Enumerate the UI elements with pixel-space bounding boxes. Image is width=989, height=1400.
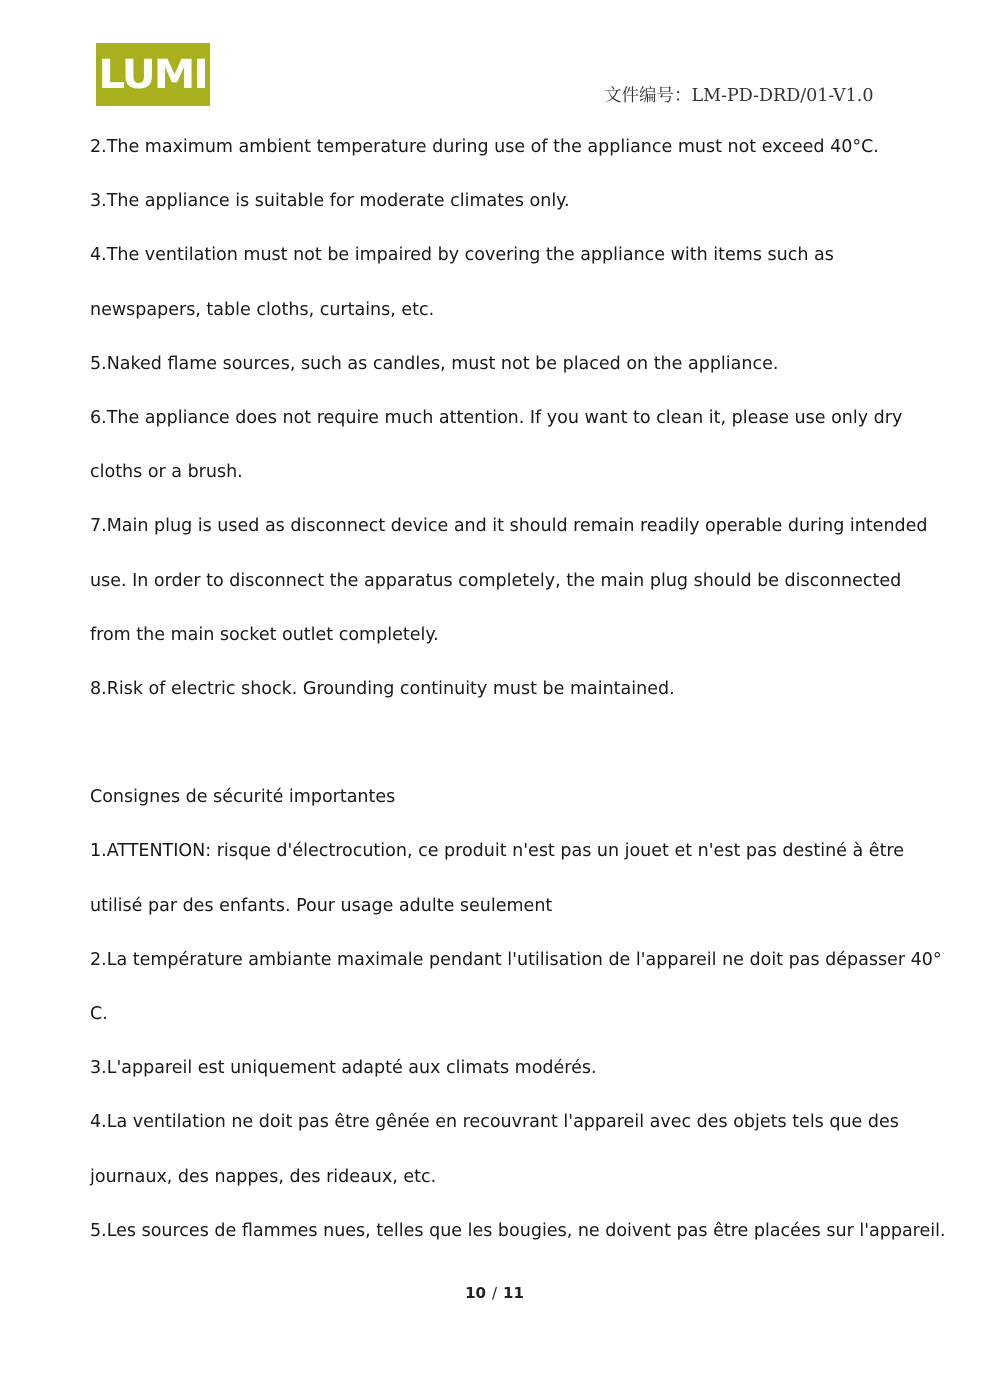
text-line: 4.The ventilation must not be impaired by covering the appliance with items such as (90, 245, 834, 266)
text-line: 2.The maximum ambient temperature during use of the appliance must not exceed 40°C. (90, 137, 879, 157)
text-line: from the main socket outlet completely. (90, 624, 439, 645)
text-line: cloths or a brush. (90, 462, 243, 483)
document-body (90, 120, 946, 1258)
blank-line (90, 716, 910, 770)
text-line: utilisé par des enfants. Pour usage adulte seulement (90, 895, 553, 916)
document-number: 文件编号：LM-PD-DRD/01-V1.0 (604, 86, 874, 106)
logo-text: LUMI (98, 51, 208, 98)
text-line: 5.Naked flame sources, such as candles, must not be placed on the appliance. (90, 353, 779, 374)
page-current: 10 (465, 1284, 486, 1302)
section-heading-french: Consignes de sécurité importantes (90, 787, 396, 808)
text-line: 1.ATTENTION: risque d'électrocution, ce produit n'est pas un jouet et n'est pas destiné à être (90, 841, 905, 862)
page-total: 11 (503, 1284, 524, 1302)
text-line: 2.La température ambiante maximale pendant l'utilisation de l'appareil ne doit pas dépasser 40° (90, 949, 942, 970)
page-separator: / (491, 1284, 498, 1302)
text-line: 7.Main plug is used as disconnect device and it should remain readily operable during intended (90, 516, 928, 537)
page-number (0, 1284, 989, 1302)
text-line: 4.La ventilation ne doit pas être gênée en recouvrant l'appareil avec des objets tels que des (90, 1112, 899, 1133)
text-line: newspapers, table cloths, curtains, etc. (90, 299, 435, 320)
text-line: C. (90, 1004, 108, 1024)
company-logo (96, 43, 210, 106)
text-line: 6.The appliance does not require much attention. If you want to clean it, please use only dry (90, 407, 903, 428)
text-line: 3.The appliance is suitable for moderate climates only. (90, 191, 570, 212)
text-line: 8.Risk of electric shock. Grounding continuity must be maintained. (90, 678, 675, 699)
text-line: 3.L'appareil est uniquement adapté aux climats modérés. (90, 1058, 597, 1079)
text-line: 5.Les sources de flammes nues, telles que les bougies, ne doivent pas être placées sur l'appareil. (90, 1220, 946, 1241)
text-line: journaux, des nappes, des rideaux, etc. (90, 1166, 437, 1187)
text-line: use. In order to disconnect the apparatus completely, the main plug should be disconnected (90, 570, 902, 591)
